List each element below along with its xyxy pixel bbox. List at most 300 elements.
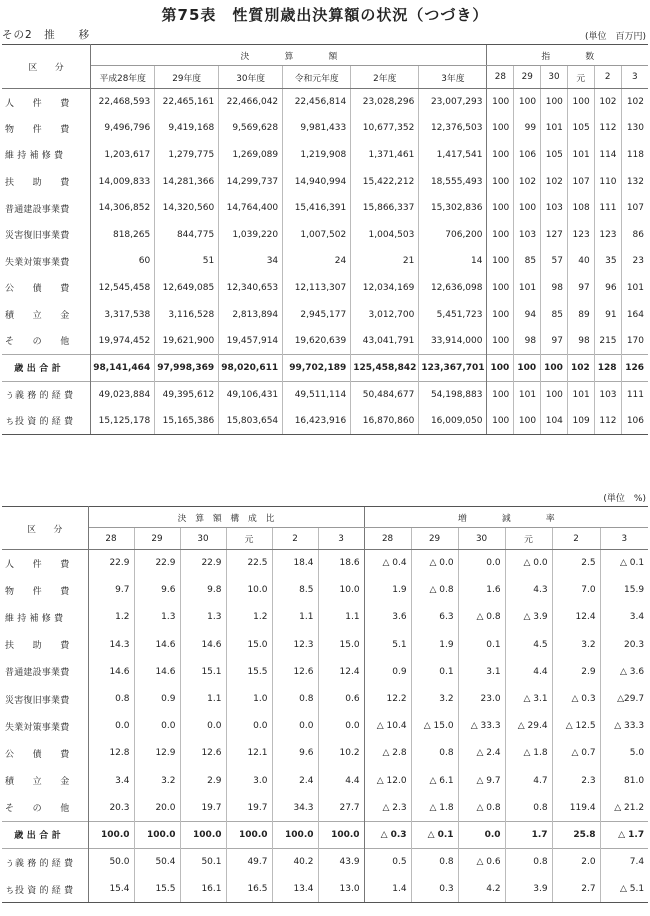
value-cell: 14,320,560: [155, 195, 219, 222]
value-cell: 12,034,169: [351, 275, 419, 302]
unit-label-percent: (単位 %): [603, 494, 646, 504]
uchi-brace: う: [5, 858, 15, 868]
value-cell: 3,317,538: [104, 309, 151, 320]
value-cell: 50.1: [180, 849, 226, 876]
uchi-brace: ち: [5, 417, 15, 427]
value-cell: 110: [594, 168, 621, 195]
value-cell: 25.8: [552, 821, 600, 848]
uchi-brace: う: [5, 391, 15, 401]
value-cell: 23,028,296: [351, 89, 419, 116]
value-cell: △ 2.3: [364, 794, 411, 821]
value-cell: 1,039,220: [219, 221, 283, 248]
value-cell: 1,371,461: [351, 142, 419, 169]
value-cell: 14,940,994: [283, 168, 351, 195]
value-cell: 4.3: [505, 577, 552, 604]
value-cell: △ 3.1: [505, 685, 552, 712]
table-row: [2, 849, 648, 876]
value-cell: 96: [594, 275, 621, 302]
table-row: [2, 794, 648, 821]
value-cell: 50.0: [88, 849, 134, 876]
value-cell: 33,914,000: [419, 328, 487, 355]
row-label: 災害復旧事業費: [2, 685, 88, 712]
value-cell: 1,269,089: [219, 142, 283, 169]
table-row: [2, 328, 648, 355]
value-cell: 2.9: [180, 767, 226, 794]
row-label: 扶 助 費: [2, 168, 91, 195]
value-cell: △ 0.6: [458, 849, 505, 876]
value-cell: 14,306,852: [98, 203, 151, 214]
value-cell: △29.7: [600, 685, 648, 712]
value-cell: 12.8: [109, 748, 130, 759]
value-cell: 0.1: [411, 658, 458, 685]
year-header: 30: [541, 66, 568, 89]
value-cell: 132: [621, 168, 648, 195]
value-cell: 9.8: [180, 577, 226, 604]
value-cell: 1,219,908: [283, 142, 351, 169]
value-cell: 12.4: [318, 658, 364, 685]
year-header: 2: [552, 528, 600, 550]
group-header-zogen: 増 減 率: [364, 507, 648, 528]
row-label: ち投 資 的 経 費: [2, 876, 88, 903]
value-cell: 100: [487, 354, 514, 381]
value-cell: 34: [219, 248, 283, 275]
value-cell: 49.7: [226, 849, 272, 876]
value-cell: 3.2: [411, 685, 458, 712]
year-header: 2: [594, 66, 621, 89]
value-cell: 12,649,085: [155, 275, 219, 302]
value-cell: 1.1: [318, 604, 364, 631]
value-cell: 60: [138, 256, 151, 267]
value-cell: 100: [487, 168, 514, 195]
value-cell: △ 2.4: [458, 740, 505, 767]
value-cell: 0.8: [115, 694, 130, 705]
value-cell: 19.7: [226, 794, 272, 821]
value-cell: 100: [541, 354, 568, 381]
value-cell: 164: [621, 301, 648, 328]
value-cell: 170: [621, 328, 648, 355]
value-cell: 0.8: [505, 849, 552, 876]
value-cell: 101: [514, 275, 541, 302]
value-cell: 1.9: [364, 577, 411, 604]
value-cell: 21: [351, 248, 419, 275]
year-header: 3年度: [419, 66, 487, 89]
value-cell: 27.7: [318, 794, 364, 821]
value-cell: 100: [541, 89, 568, 116]
value-cell: 215: [594, 328, 621, 355]
value-cell: 100.0: [180, 821, 226, 848]
value-cell: 49,511,114: [283, 381, 351, 408]
value-cell: 9,981,433: [283, 115, 351, 142]
year-header: 29年度: [155, 66, 219, 89]
year-header: 元: [505, 528, 552, 550]
value-cell: 1.2: [226, 604, 272, 631]
value-cell: 108: [567, 195, 594, 222]
kubun-header: 区 分: [2, 45, 91, 89]
value-cell: 19.7: [180, 794, 226, 821]
table-row: [2, 89, 648, 116]
group-header-kosei: 決 算 額 構 成 比: [88, 507, 364, 528]
value-cell: 100.0: [88, 821, 134, 848]
table-row: [2, 767, 648, 794]
value-cell: 101: [514, 381, 541, 408]
row-label: 維 持 補 修 費: [2, 142, 91, 169]
value-cell: 19,457,914: [219, 328, 283, 355]
section-subtitle: その2 推 移: [2, 29, 91, 41]
value-cell: 20.0: [134, 794, 180, 821]
ratio-change-table: [2, 506, 648, 903]
header-row-groups: [2, 507, 648, 528]
value-cell: 1,417,541: [419, 142, 487, 169]
value-cell: 123,367,701: [419, 354, 487, 381]
value-cell: 100: [487, 221, 514, 248]
header-row-years: [2, 66, 648, 89]
value-cell: 12.3: [272, 631, 318, 658]
value-cell: 15,416,391: [283, 195, 351, 222]
value-cell: △ 0.8: [411, 577, 458, 604]
year-header: 29: [134, 528, 180, 550]
year-header: 28: [487, 66, 514, 89]
row-label: 扶 助 費: [2, 631, 88, 658]
value-cell: 0.0: [226, 713, 272, 740]
value-cell: 100: [487, 301, 514, 328]
value-cell: 43.9: [318, 849, 364, 876]
row-label: ち投 資 的 経 費: [2, 408, 91, 435]
value-cell: 1.9: [411, 631, 458, 658]
value-cell: 123: [594, 221, 621, 248]
value-cell: 100.0: [318, 821, 364, 848]
value-cell: 106: [514, 142, 541, 169]
value-cell: 0.9: [364, 658, 411, 685]
value-cell: 818,265: [112, 229, 151, 240]
table-row: [2, 604, 648, 631]
value-cell: 111: [594, 195, 621, 222]
value-cell: 706,200: [419, 221, 487, 248]
value-cell: 3.6: [364, 604, 411, 631]
value-cell: 100: [487, 248, 514, 275]
value-cell: 89: [567, 301, 594, 328]
year-header: 28: [364, 528, 411, 550]
value-cell: 85: [541, 301, 568, 328]
value-cell: 98,141,464: [91, 354, 155, 381]
value-cell: △ 0.7: [552, 740, 600, 767]
value-cell: 35: [594, 248, 621, 275]
value-cell: 7.0: [552, 577, 600, 604]
value-cell: 101: [541, 115, 568, 142]
value-cell: 3.2: [552, 631, 600, 658]
value-cell: 4.4: [505, 658, 552, 685]
value-cell: 15,165,386: [155, 408, 219, 435]
value-cell: 94: [514, 301, 541, 328]
value-cell: 1,004,503: [351, 221, 419, 248]
value-cell: 15.5: [226, 658, 272, 685]
value-cell: 12,376,503: [419, 115, 487, 142]
value-cell: 1,007,502: [283, 221, 351, 248]
value-cell: △ 9.7: [458, 767, 505, 794]
value-cell: 98,020,611: [219, 354, 283, 381]
value-cell: 10,677,352: [351, 115, 419, 142]
value-cell: 57: [541, 248, 568, 275]
value-cell: 3,012,700: [351, 301, 419, 328]
value-cell: 40: [567, 248, 594, 275]
value-cell: 105: [567, 115, 594, 142]
value-cell: 3.4: [115, 775, 130, 786]
value-cell: 9,496,796: [104, 123, 151, 134]
value-cell: 100: [487, 89, 514, 116]
value-cell: △ 0.8: [458, 604, 505, 631]
value-cell: 107: [621, 195, 648, 222]
value-cell: 13.4: [272, 876, 318, 903]
value-cell: 12.2: [364, 685, 411, 712]
value-cell: 15.0: [318, 631, 364, 658]
value-cell: 14,299,737: [219, 168, 283, 195]
year-header: 30: [458, 528, 505, 550]
value-cell: 16.1: [180, 876, 226, 903]
value-cell: △ 12.0: [364, 767, 411, 794]
value-cell: 101: [621, 275, 648, 302]
value-cell: 0.0: [115, 721, 130, 732]
row-label: 維 持 補 修 費: [2, 604, 88, 631]
value-cell: 19,974,452: [98, 335, 151, 346]
value-cell: 100: [487, 328, 514, 355]
value-cell: 15.5: [134, 876, 180, 903]
value-cell: 20.3: [109, 802, 130, 813]
value-cell: 0.9: [134, 685, 180, 712]
value-cell: 3.0: [226, 767, 272, 794]
value-cell: 14,764,400: [219, 195, 283, 222]
value-cell: 4.4: [318, 767, 364, 794]
value-cell: 100: [541, 381, 568, 408]
value-cell: 100.0: [134, 821, 180, 848]
value-cell: 5,451,723: [419, 301, 487, 328]
value-cell: △ 0.0: [505, 550, 552, 577]
year-header: 29: [411, 528, 458, 550]
table-row: [2, 408, 648, 435]
value-cell: 9,569,628: [219, 115, 283, 142]
value-cell: 22.5: [226, 550, 272, 577]
value-cell: △ 33.3: [458, 713, 505, 740]
value-cell: 100: [514, 354, 541, 381]
value-cell: △ 0.0: [411, 550, 458, 577]
value-cell: 107: [567, 168, 594, 195]
table-row: [2, 275, 648, 302]
table-row: [2, 713, 648, 740]
year-header: 2年度: [351, 66, 419, 89]
value-cell: 0.8: [505, 794, 552, 821]
value-cell: 22,465,161: [155, 89, 219, 116]
row-label: そ の 他: [2, 328, 91, 355]
value-cell: 49,395,612: [155, 381, 219, 408]
table-row: [2, 876, 648, 903]
year-header: 3: [318, 528, 364, 550]
value-cell: 19,620,639: [283, 328, 351, 355]
year-header: 29: [514, 66, 541, 89]
row-label: 人 件 費: [2, 550, 88, 577]
row-label: 物 件 費: [2, 577, 88, 604]
value-cell: 0.0: [180, 713, 226, 740]
table-row: [2, 685, 648, 712]
value-cell: 102: [594, 89, 621, 116]
table-row: [2, 740, 648, 767]
value-cell: 0.8: [411, 740, 458, 767]
value-cell: 12.4: [552, 604, 600, 631]
value-cell: △ 0.1: [600, 550, 648, 577]
value-cell: 12.9: [134, 740, 180, 767]
value-cell: 15,422,212: [351, 168, 419, 195]
value-cell: 98: [567, 328, 594, 355]
year-header: 30年度: [219, 66, 283, 89]
value-cell: △ 0.3: [552, 685, 600, 712]
value-cell: 34.3: [272, 794, 318, 821]
value-cell: 1,279,775: [155, 142, 219, 169]
value-cell: 119.4: [552, 794, 600, 821]
value-cell: 100: [514, 195, 541, 222]
value-cell: 10.2: [318, 740, 364, 767]
value-cell: △ 1.7: [600, 821, 648, 848]
amounts-index-table: [2, 44, 648, 435]
header-row-years: [2, 528, 648, 550]
year-header: 28: [88, 528, 134, 550]
value-cell: 0.0: [134, 713, 180, 740]
value-cell: 0.3: [411, 876, 458, 903]
value-cell: 3,116,528: [155, 301, 219, 328]
table-row: [2, 658, 648, 685]
uchi-brace: ち: [5, 885, 15, 895]
value-cell: 100: [487, 195, 514, 222]
value-cell: △ 5.1: [600, 876, 648, 903]
value-cell: 100: [487, 275, 514, 302]
value-cell: 128: [594, 354, 621, 381]
row-label: 積 立 金: [2, 767, 88, 794]
value-cell: 12,636,098: [419, 275, 487, 302]
value-cell: 99,702,189: [283, 354, 351, 381]
value-cell: △ 0.1: [411, 821, 458, 848]
value-cell: 22,466,042: [219, 89, 283, 116]
value-cell: 102: [621, 89, 648, 116]
value-cell: 9.7: [115, 585, 130, 596]
header-row-groups: [2, 45, 648, 66]
value-cell: 2,813,894: [219, 301, 283, 328]
group-header-kessan: 決 算 額: [91, 45, 487, 66]
value-cell: 3.9: [505, 876, 552, 903]
value-cell: △ 0.8: [458, 794, 505, 821]
value-cell: 104: [541, 408, 568, 435]
value-cell: 99: [514, 115, 541, 142]
value-cell: 103: [514, 221, 541, 248]
table-row: [2, 248, 648, 275]
value-cell: △ 2.8: [364, 740, 411, 767]
row-label: 物 件 費: [2, 115, 91, 142]
value-cell: 127: [541, 221, 568, 248]
value-cell: 3.2: [134, 767, 180, 794]
row-label: う義 務 的 経 費: [2, 849, 88, 876]
value-cell: 118: [621, 142, 648, 169]
value-cell: 1.1: [272, 604, 318, 631]
value-cell: 15.1: [180, 658, 226, 685]
value-cell: 111: [621, 381, 648, 408]
value-cell: 3.1: [458, 658, 505, 685]
value-cell: 100.0: [226, 821, 272, 848]
value-cell: 91: [594, 301, 621, 328]
table-row: [2, 142, 648, 169]
value-cell: 4.5: [505, 631, 552, 658]
value-cell: 125,458,842: [351, 354, 419, 381]
value-cell: 12.6: [272, 658, 318, 685]
value-cell: 9,419,168: [155, 115, 219, 142]
value-cell: 97: [541, 328, 568, 355]
year-header: 3: [621, 66, 648, 89]
value-cell: 14.6: [134, 658, 180, 685]
table-row: [2, 821, 648, 848]
value-cell: 100: [487, 115, 514, 142]
table-row: [2, 195, 648, 222]
value-cell: 14.3: [109, 639, 130, 650]
value-cell: 112: [594, 408, 621, 435]
value-cell: 100: [514, 408, 541, 435]
value-cell: △ 1.8: [411, 794, 458, 821]
value-cell: 22,456,814: [283, 89, 351, 116]
value-cell: 51: [155, 248, 219, 275]
value-cell: 10.0: [226, 577, 272, 604]
value-cell: 15.9: [600, 577, 648, 604]
row-label: う義 務 的 経 費: [2, 381, 91, 408]
value-cell: 14.6: [134, 631, 180, 658]
value-cell: 126: [621, 354, 648, 381]
value-cell: 85: [514, 248, 541, 275]
value-cell: 2,945,177: [283, 301, 351, 328]
row-label: 災害復旧事業費: [2, 221, 91, 248]
value-cell: 9.6: [272, 740, 318, 767]
value-cell: 0.6: [318, 685, 364, 712]
value-cell: 1.1: [180, 685, 226, 712]
value-cell: 18.6: [318, 550, 364, 577]
value-cell: 101: [567, 381, 594, 408]
value-cell: △ 33.3: [600, 713, 648, 740]
value-cell: 0.0: [458, 821, 505, 848]
value-cell: 114: [594, 142, 621, 169]
value-cell: 97,998,369: [155, 354, 219, 381]
value-cell: 100: [514, 89, 541, 116]
value-cell: 2.7: [552, 876, 600, 903]
value-cell: △ 29.4: [505, 713, 552, 740]
value-cell: △ 12.5: [552, 713, 600, 740]
value-cell: 16.5: [226, 876, 272, 903]
value-cell: 15,302,836: [419, 195, 487, 222]
value-cell: 9.6: [134, 577, 180, 604]
value-cell: 22.9: [134, 550, 180, 577]
value-cell: 0.0: [272, 713, 318, 740]
value-cell: 5.0: [600, 740, 648, 767]
value-cell: 18.4: [272, 550, 318, 577]
value-cell: 86: [621, 221, 648, 248]
row-label: 普通建設事業費: [2, 195, 91, 222]
value-cell: △ 3.9: [505, 604, 552, 631]
value-cell: 123: [567, 221, 594, 248]
value-cell: 98: [541, 275, 568, 302]
value-cell: 4.2: [458, 876, 505, 903]
value-cell: 22,468,593: [98, 97, 151, 108]
year-header: 平成28年度: [91, 66, 155, 89]
value-cell: 106: [621, 408, 648, 435]
value-cell: 15,803,654: [219, 408, 283, 435]
value-cell: 100: [567, 89, 594, 116]
value-cell: 103: [594, 381, 621, 408]
value-cell: 0.1: [458, 631, 505, 658]
value-cell: 100: [487, 381, 514, 408]
value-cell: 14: [419, 248, 487, 275]
value-cell: 18,555,493: [419, 168, 487, 195]
value-cell: 2.0: [552, 849, 600, 876]
value-cell: 81.0: [600, 767, 648, 794]
